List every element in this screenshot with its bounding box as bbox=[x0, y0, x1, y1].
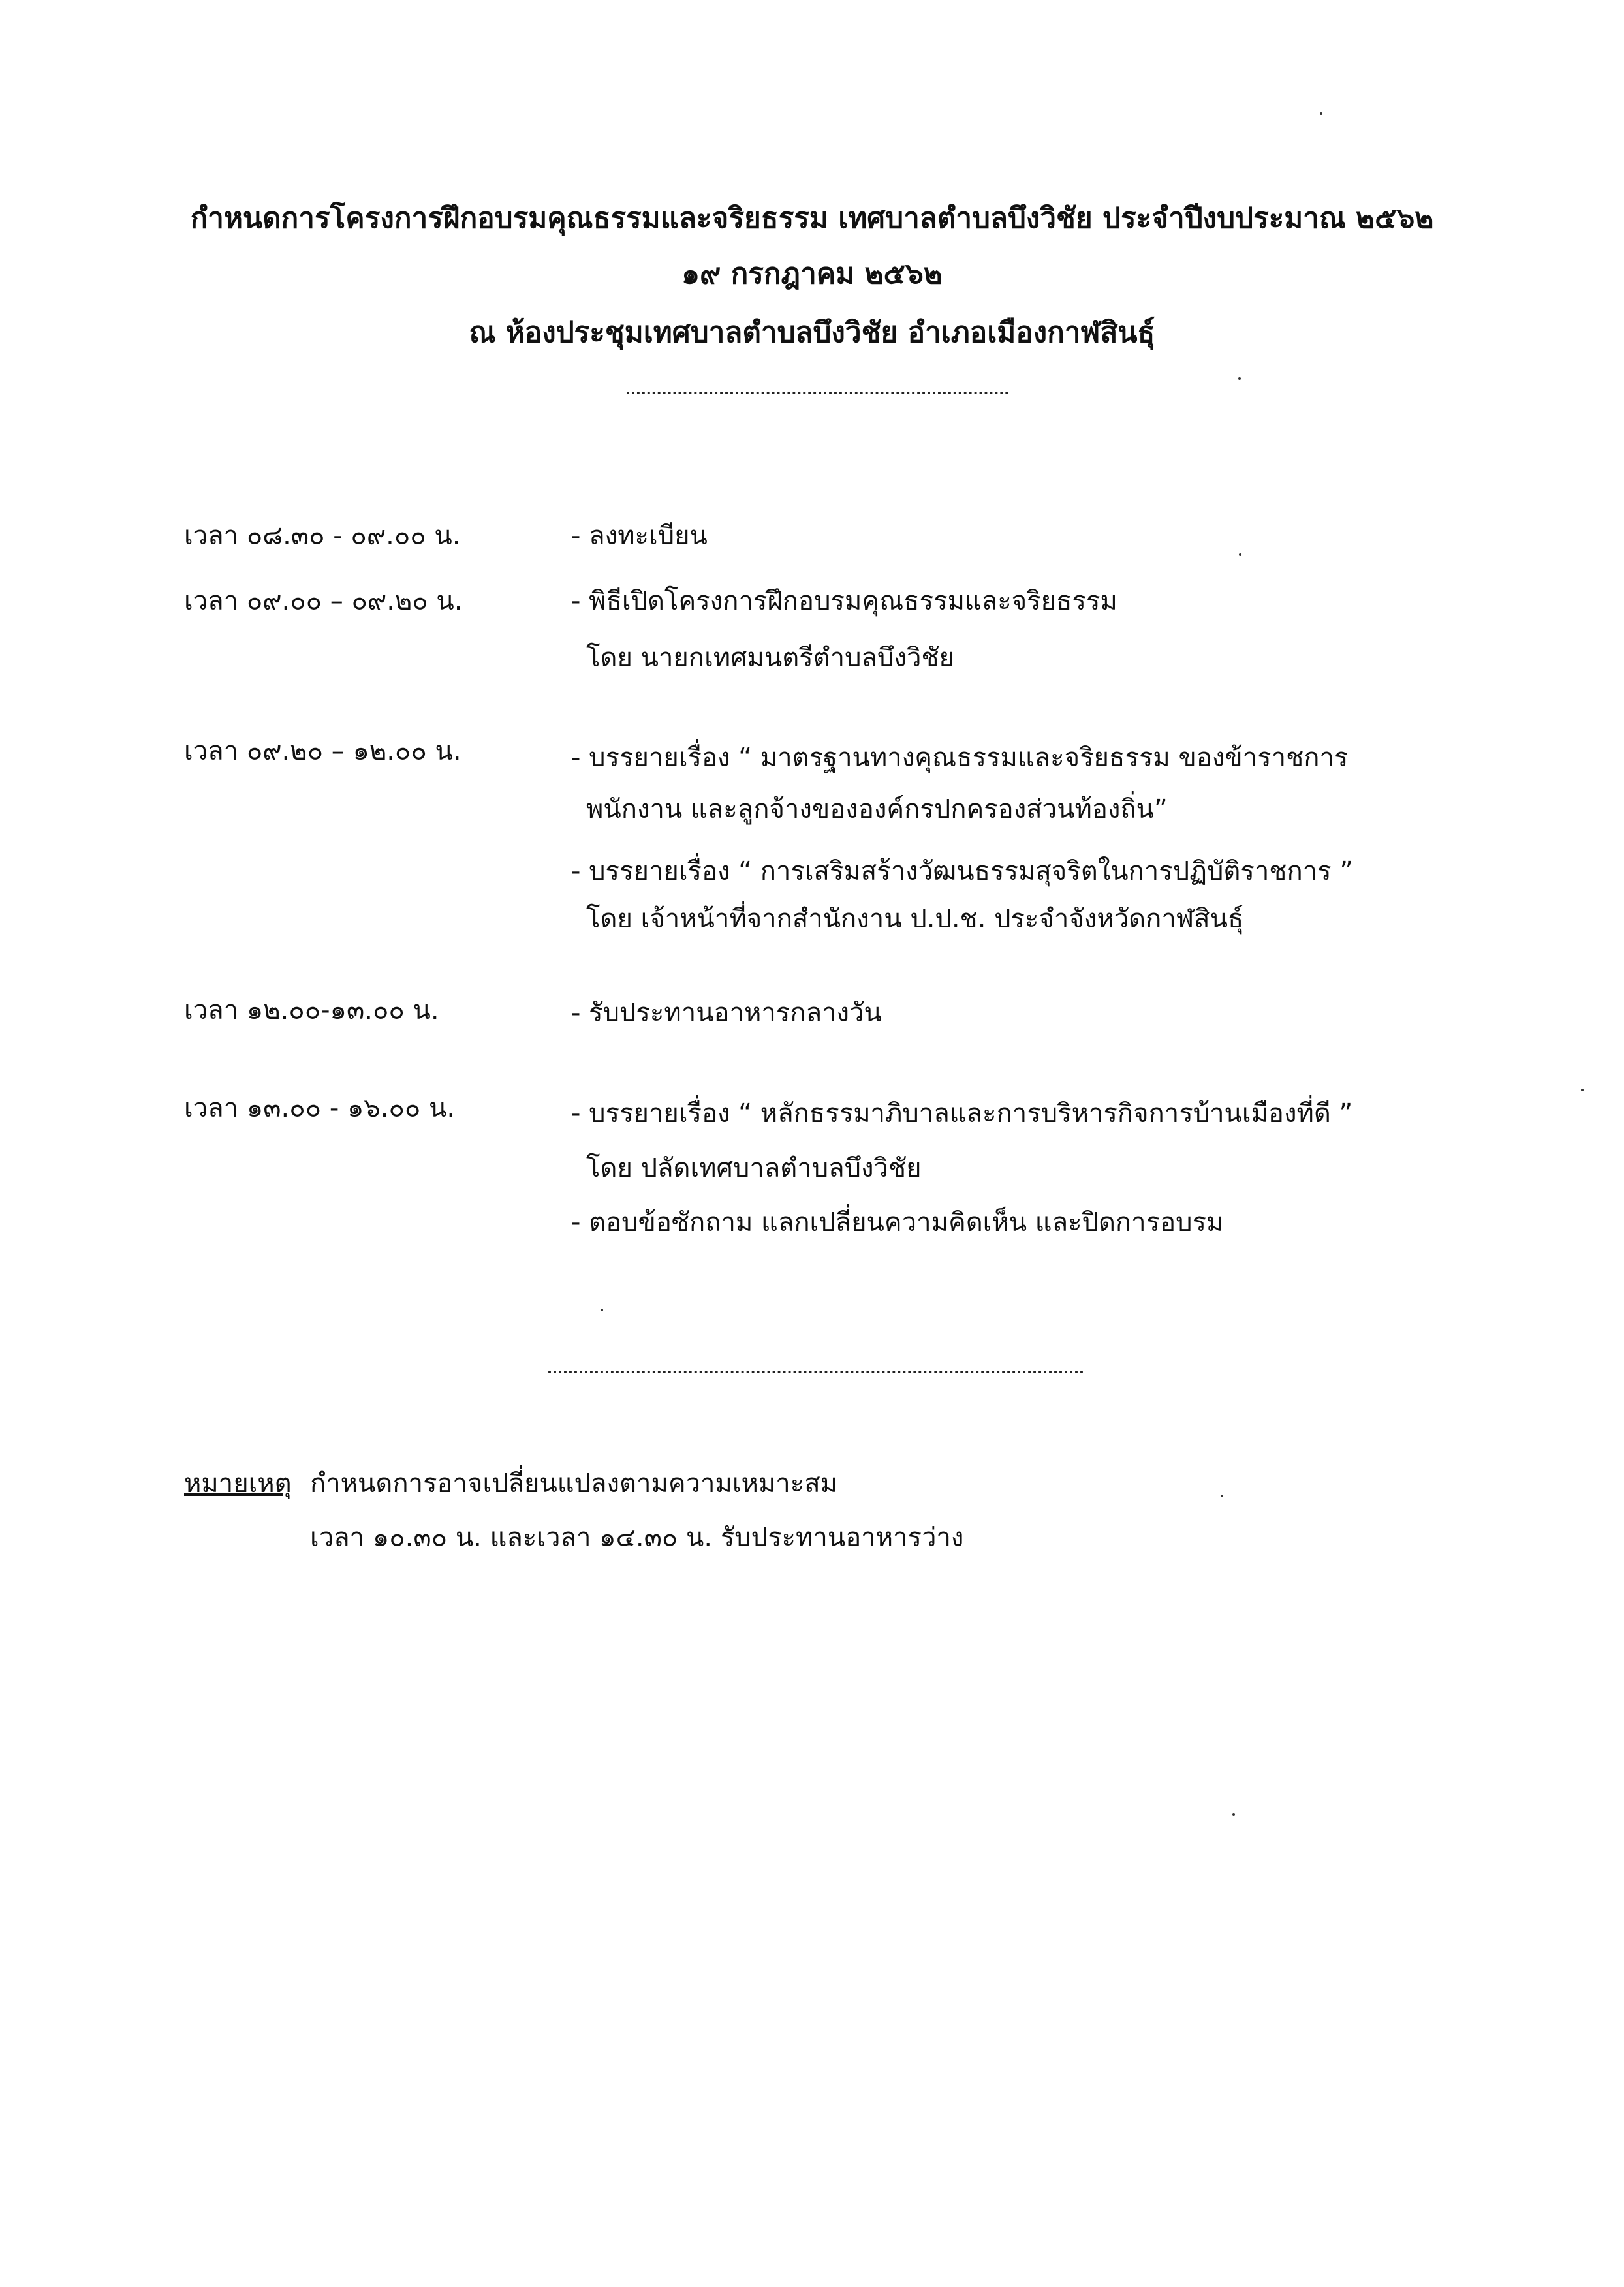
scan-speck bbox=[1239, 553, 1241, 556]
document-date: ๑๙ กรกฎาคม ๒๕๖๒ bbox=[681, 257, 943, 290]
schedule-item-5-line-2: โดย ปลัดเทศบาลตำบลบึงวิชัย bbox=[586, 1153, 922, 1183]
scan-speck bbox=[1320, 112, 1322, 115]
note-label: หมายเหตุ bbox=[184, 1469, 292, 1499]
note-line-2: เวลา ๑๐.๓๐ น. และเวลา ๑๔.๓๐ น. รับประทานอาหารว่าง bbox=[310, 1523, 964, 1553]
scan-speck bbox=[1238, 377, 1241, 380]
schedule-time-1: เวลา ๐๘.๓๐ - ๐๙.๐๐ น. bbox=[184, 521, 461, 551]
schedule-item-3-line-3: - บรรยายเรื่อง “ การเสริมสร้างวัฒนธรรมสุจริตในการปฏิบัติราชการ ” bbox=[571, 856, 1354, 886]
schedule-item-3-line-2: พนักงาน และลูกจ้างขององค์กรปกครองส่วนท้องถิ่น” bbox=[586, 794, 1168, 824]
schedule-item-5-line-3: - ตอบข้อซักถาม แลกเปลี่ยนความคิดเห็น และปิดการอบรม bbox=[571, 1207, 1224, 1237]
section-divider bbox=[548, 1371, 1084, 1373]
scan-speck bbox=[1221, 1495, 1223, 1497]
schedule-item-2-line-2: โดย นายกเทศมนตรีตำบลบึงวิชัย bbox=[586, 643, 954, 673]
schedule-item-3-line-4: โดย เจ้าหน้าที่จากสำนักงาน ป.ป.ช. ประจำจังหวัดกาฬสินธุ์ bbox=[586, 904, 1244, 934]
scan-speck bbox=[601, 1309, 603, 1311]
schedule-time-4: เวลา ๑๒.๐๐-๑๓.๐๐ น. bbox=[184, 995, 439, 1025]
header-divider bbox=[627, 392, 1008, 394]
scan-speck bbox=[1581, 1089, 1584, 1091]
schedule-item-4-line-1: - รับประทานอาหารกลางวัน bbox=[571, 998, 882, 1028]
schedule-item-3-line-1: - บรรยายเรื่อง “ มาตรฐานทางคุณธรรมและจริยธรรม ของข้าราชการ bbox=[571, 743, 1349, 773]
schedule-item-1-line-1: - ลงทะเบียน bbox=[571, 521, 708, 551]
note-line-1: กำหนดการอาจเปลี่ยนแปลงตามความเหมาะสม bbox=[310, 1469, 838, 1499]
schedule-time-2: เวลา ๐๙.๐๐ – ๐๙.๒๐ น. bbox=[184, 586, 463, 616]
document-title: กำหนดการโครงการฝึกอบรมคุณธรรมและจริยธรรม เทศบาลตำบลบึงวิชัย ประจำปีงบประมาณ ๒๕๖๒ bbox=[190, 202, 1434, 235]
scan-speck bbox=[1232, 1813, 1235, 1816]
schedule-item-2-line-1: - พิธีเปิดโครงการฝึกอบรมคุณธรรมและจริยธรรม bbox=[571, 586, 1117, 616]
document-venue: ณ ห้องประชุมเทศบาลตำบลบึงวิชัย อำเภอเมืองกาฬสินธุ์ bbox=[469, 316, 1155, 349]
schedule-time-5: เวลา ๑๓.๐๐ - ๑๖.๐๐ น. bbox=[184, 1093, 456, 1123]
schedule-time-3: เวลา ๐๙.๒๐ – ๑๒.๐๐ น. bbox=[184, 736, 461, 766]
schedule-item-5-line-1: - บรรยายเรื่อง “ หลักธรรมาภิบาลและการบริหารกิจการบ้านเมืองที่ดี ” bbox=[571, 1098, 1353, 1128]
